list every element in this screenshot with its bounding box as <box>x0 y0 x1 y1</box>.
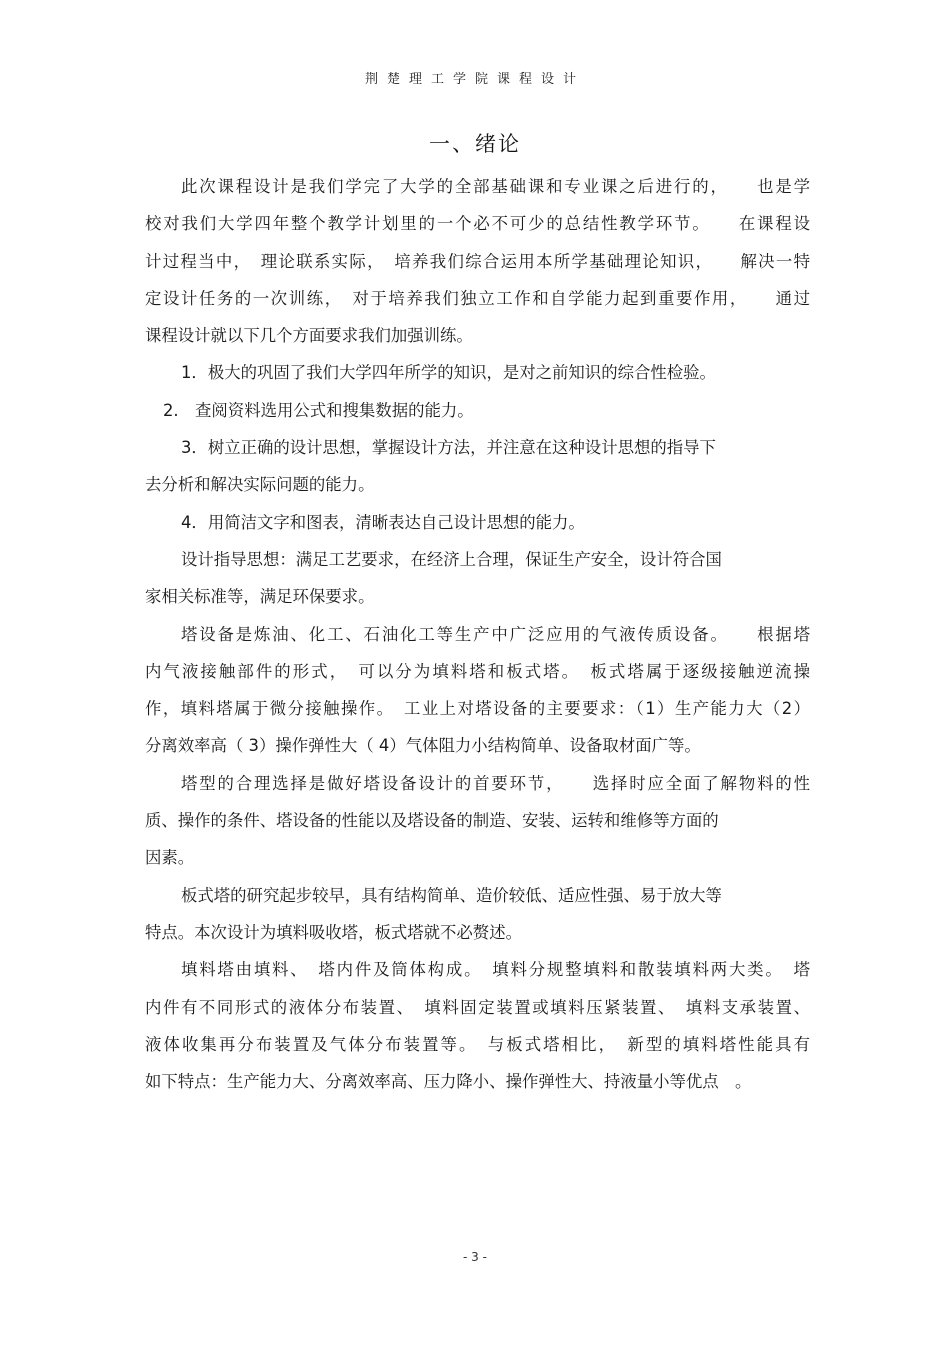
text-line: 家相关标准等，满足环保要求。 <box>145 587 375 607</box>
text-line: 设计指导思想：满足工艺要求，在经济上合理，保证生产安全，设计符合国 <box>181 549 722 569</box>
body-text <box>145 168 810 1100</box>
section-title: 一、绪论 <box>429 132 521 156</box>
text-line: 如下特点：生产能力大、分离效率高、压力降小、操作弹性大、持液量小等优点 。 <box>145 1072 752 1092</box>
list-item: 1．极大的巩固了我们大学四年所学的知识，是对之前知识的综合性检验。 <box>181 363 716 383</box>
text-line: 分离效率高（ 3）操作弹性大（ 4）气体阻力小结构简单、设备取材面广等。 <box>145 736 701 756</box>
text-line: 内件有不同形式的液体分布装置、 填料固定装置或填料压紧装置、 填料支承装置、 <box>145 997 810 1017</box>
text-line: 塔设备是炼油、化工、石油化工等生产中广泛应用的气液传质设备。 根据塔 <box>181 624 810 644</box>
text-line: 定设计任务的一次训练， 对于培养我们独立工作和自学能力起到重要作用， 通过 <box>145 288 810 308</box>
text-line: 板式塔的研究起步较早，具有结构简单、造价较低、适应性强、易于放大等 <box>181 885 722 905</box>
text-line: 塔型的合理选择是做好塔设备设计的首要环节， 选择时应全面了解物料的性 <box>181 773 810 793</box>
text-line: 填料塔由填料、 塔内件及筒体构成。 填料分规整填料和散装填料两大类。 塔 <box>181 960 810 980</box>
page-number: - 3 - <box>463 1250 487 1264</box>
text-line: 课程设计就以下几个方面要求我们加强训练。 <box>145 326 473 346</box>
text-line: 作，填料塔属于微分接触操作。 工业上对塔设备的主要要求：（1）生产能力大（2） <box>145 699 810 719</box>
text-line: 去分析和解决实际问题的能力。 <box>145 475 375 495</box>
text-line: 因素。 <box>145 848 195 868</box>
text-line: 特点。本次设计为填料吸收塔，板式塔就不必赘述。 <box>145 922 522 942</box>
text-line: 液体收集再分布装置及气体分布装置等。 与板式塔相比， 新型的填料塔性能具有 <box>145 1034 810 1054</box>
text-line: 此次课程设计是我们学完了大学的全部基础课和专业课之后进行的， 也是学 <box>181 177 810 196</box>
text-line: 计过程当中， 理论联系实际， 培养我们综合运用本所学基础理论知识， 解决一特 <box>145 251 810 271</box>
list-item: 4．用简洁文字和图表，清晰表达自己设计思想的能力。 <box>181 512 585 532</box>
list-item: 2. 查阅资料选用公式和搜集数据的能力。 <box>163 400 474 420</box>
page-header: 荆楚理工学院课程设计 <box>364 72 585 87</box>
text-line: 校对我们大学四年整个教学计划里的一个必不可少的总结性教学环节。 在课程设 <box>145 214 810 234</box>
text-line: 内气液接触部件的形式， 可以分为填料塔和板式塔。 板式塔属于逐级接触逆流操 <box>145 661 810 681</box>
text-line: 质、操作的条件、塔设备的性能以及塔设备的制造、安装、运转和维修等方面的 <box>145 811 719 831</box>
list-item: 3．树立正确的设计思想，掌握设计方法，并注意在这种设计思想的指导下 <box>181 438 716 458</box>
